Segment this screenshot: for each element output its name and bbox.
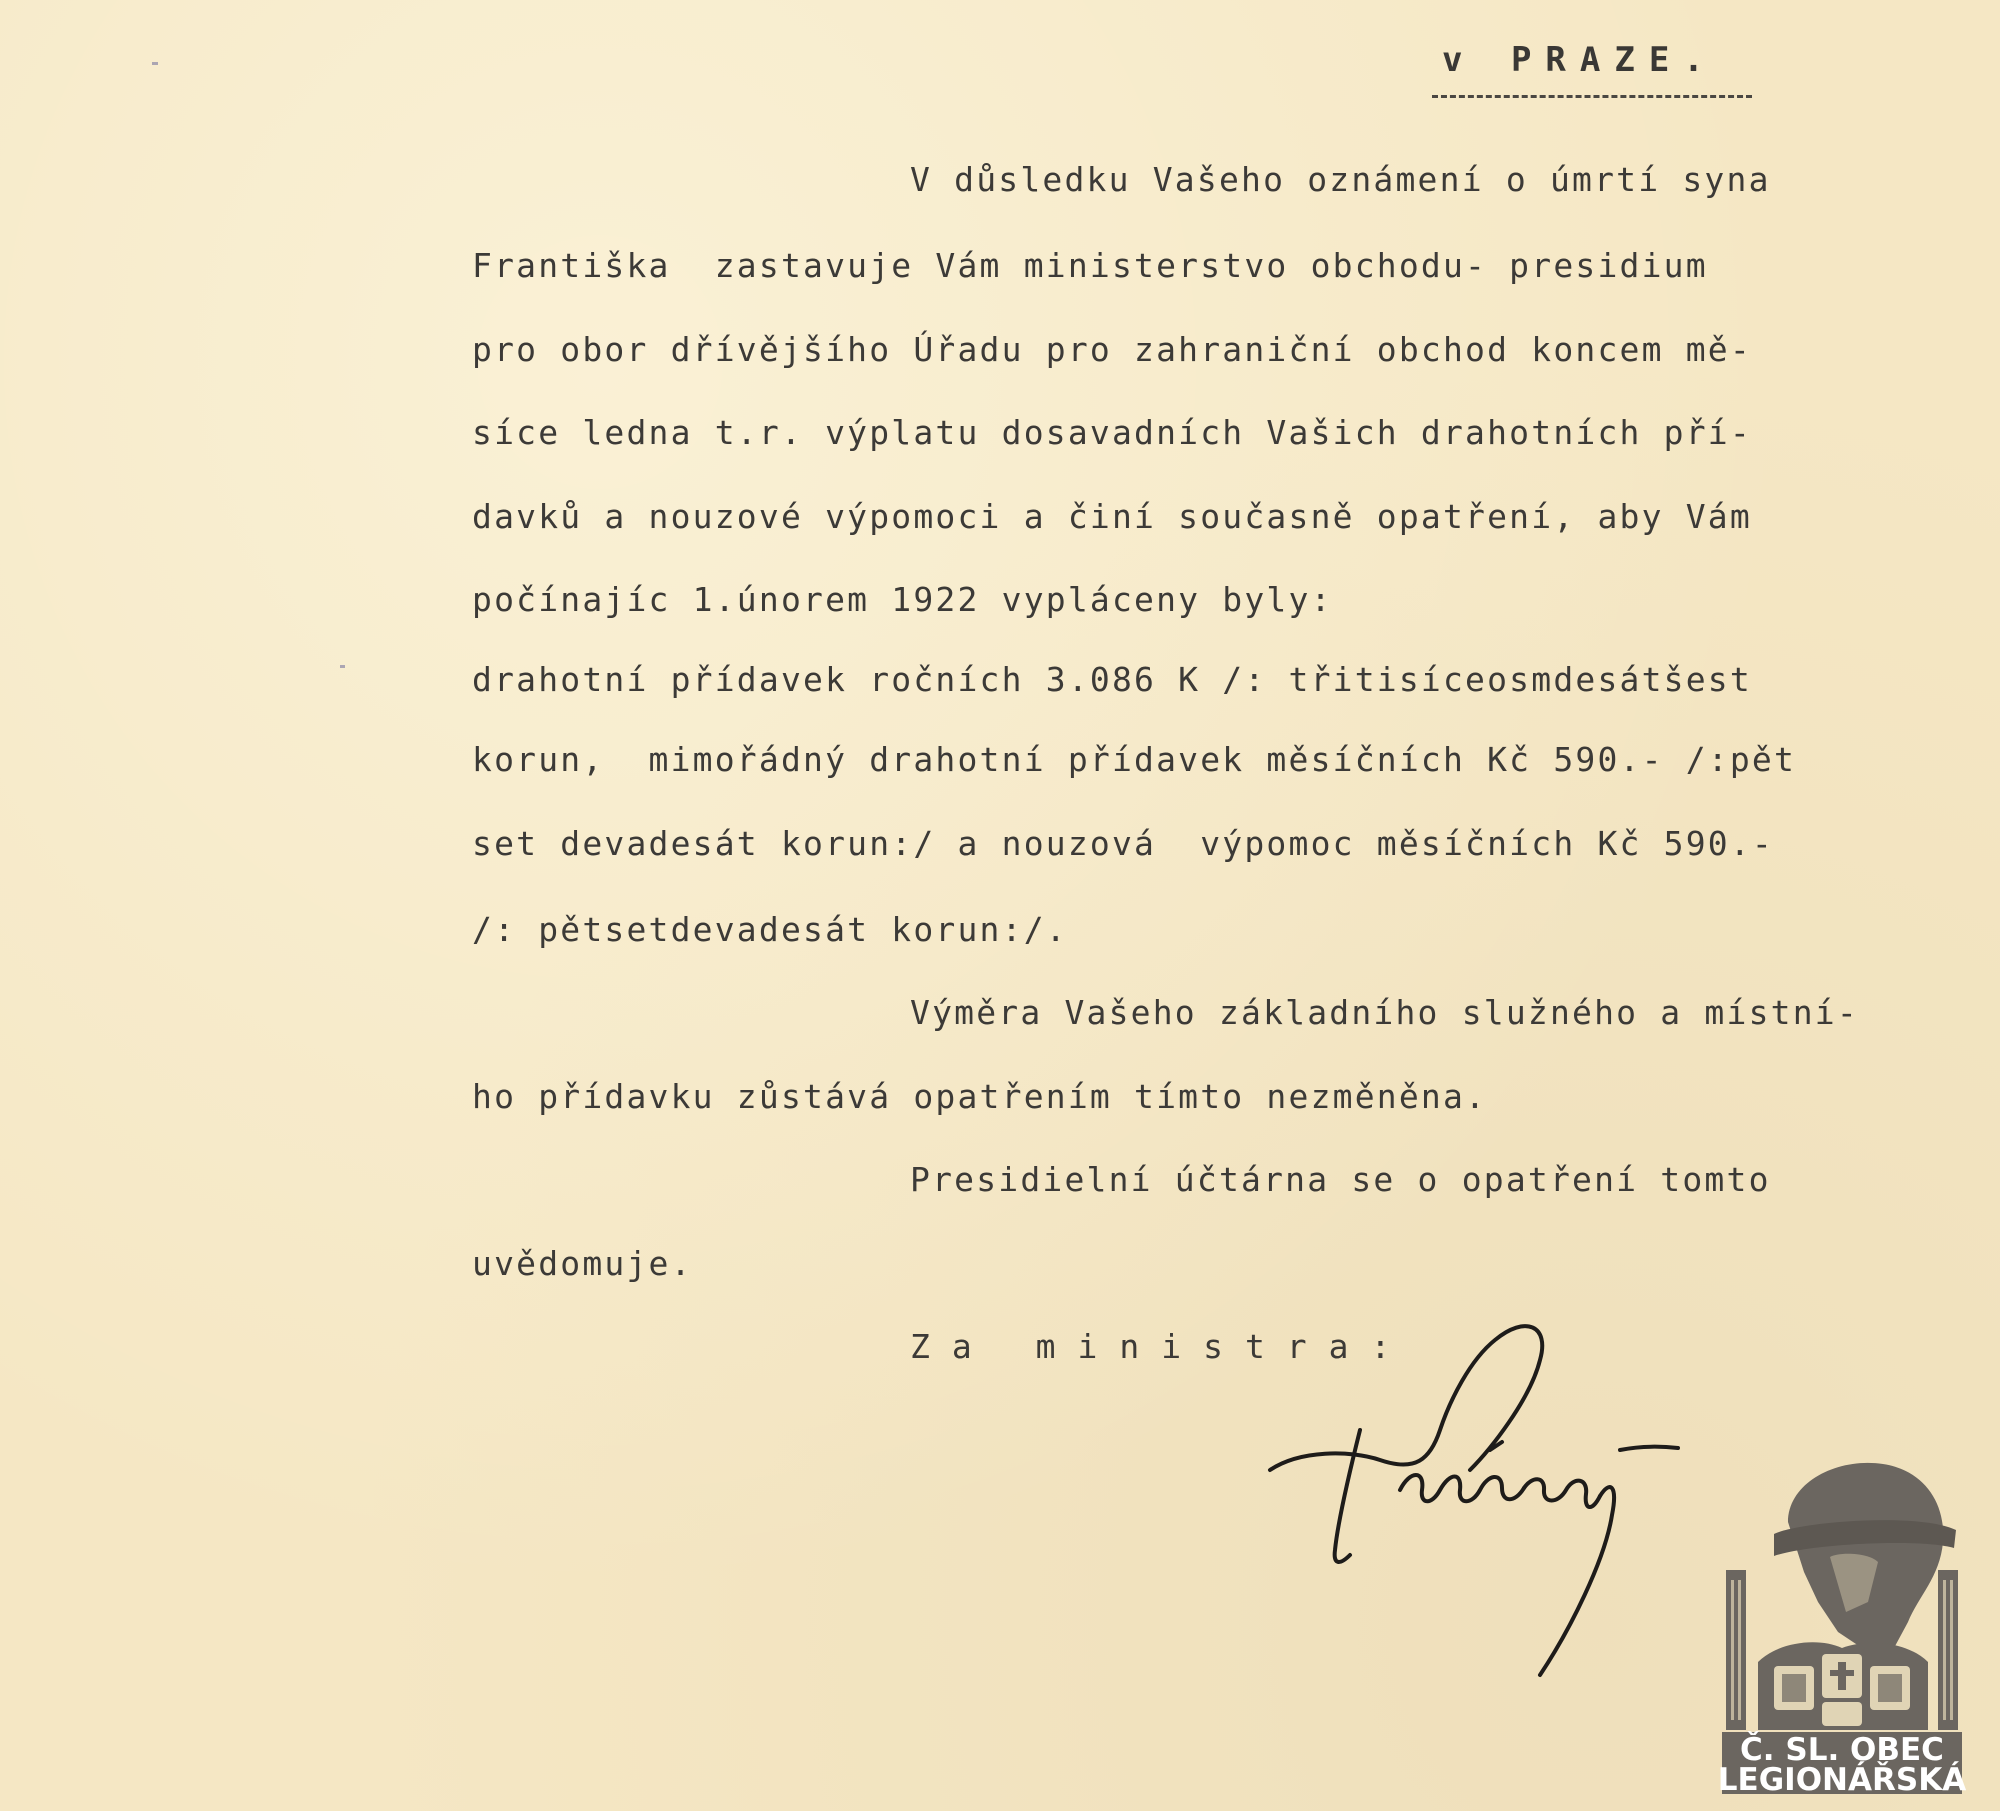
emblem-text-line2: LEGIONÁŘSKÁ [1718, 1762, 1966, 1796]
body-line-3: pro obor dřívějšího Úřadu pro zahraniční obchod koncem mě- [472, 330, 1752, 369]
body-line-13: Presidielní účtárna se o opatření tomto [910, 1160, 1771, 1199]
legion-association-logo [1718, 1452, 1966, 1796]
body-line-11: Výměra Vašeho základního služného a místní- [910, 993, 1859, 1032]
body-line-4: síce ledna t.r. výplatu dosavadních Vašich drahotních pří- [472, 413, 1752, 452]
body-line-2: Františka zastavuje Vám ministerstvo obchodu- presidium [472, 246, 1708, 285]
city-heading: v PRAZE. [1442, 40, 1718, 80]
body-line-6: počínajíc 1.únorem 1922 vypláceny byly: [472, 580, 1333, 619]
handwritten-signature [1240, 1300, 1680, 1690]
closing-line: Za ministra: [910, 1327, 1413, 1366]
body-line-5: davků a nouzové výpomoci a činí současně opatření, aby Vám [472, 497, 1752, 536]
body-line-8: korun, mimořádný drahotní přídavek měsíčních Kč 590.- /:pět [472, 740, 1797, 779]
ink-speck [340, 665, 345, 668]
body-line-9: set devadesát korun:/ a nouzová výpomoc měsíčních Kč 590.- [472, 824, 1774, 863]
ink-speck [152, 62, 158, 65]
heading-dashed-rule [1432, 95, 1752, 98]
emblem-text-line1: Č. SL. OBEC [1740, 1732, 1944, 1768]
body-line-7: drahotní přídavek ročních 3.086 K /: třitisíceosmdesátšest [472, 660, 1752, 699]
body-line-10: /: pětsetdevadesát korun:/. [472, 910, 1068, 949]
body-line-14: uvědomuje. [472, 1244, 693, 1283]
body-line-12: ho přídavku zůstává opatřením tímto nezměněna. [472, 1077, 1488, 1116]
body-line-1: V důsledku Vašeho oznámení o úmrtí syna [910, 160, 1771, 199]
